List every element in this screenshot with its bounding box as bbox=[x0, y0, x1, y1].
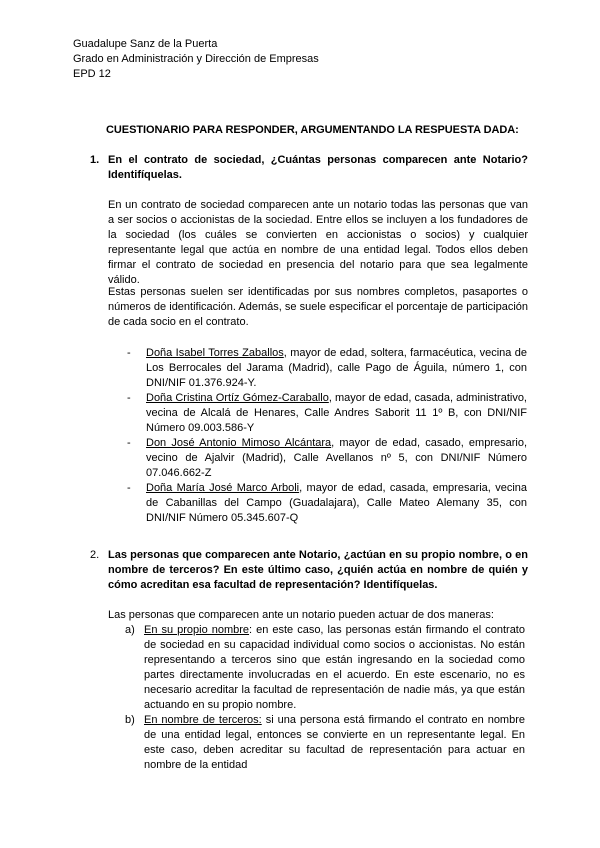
list-marker: b) bbox=[125, 714, 135, 726]
list-dash: - bbox=[127, 482, 131, 494]
way-text: : en este caso, las personas están firmando el contrato de sociedad en su capacidad individual como socios o accionistas. No están representando a terceros sino que están ingresando en la sociedad como partes directamente involucradas en el acuerdo. En este escenario, no es necesario acreditar la facultad de representación de nadie más, ya que están actuando en su propio nombre. bbox=[144, 624, 525, 711]
person-name: Doña Cristina Ortíz Gómez-Caraballo bbox=[146, 392, 329, 404]
representation-ways-list bbox=[125, 623, 525, 773]
person-name: Doña María José Marco Arboli bbox=[146, 482, 300, 494]
question-1-number: 1. bbox=[90, 154, 100, 166]
degree-name: Grado en Administración y Dirección de Empresas bbox=[73, 53, 319, 65]
person-details: , mayor de edad, soltera, farmacéutica, vecina de Los Berrocales del Jarama (Madrid), calle Pago de Águila, número 1, con DNI/NIF 01.376.924-Y. bbox=[146, 347, 527, 389]
persons-list bbox=[127, 346, 527, 526]
list-marker: a) bbox=[125, 624, 135, 636]
question-2 bbox=[90, 548, 528, 593]
person-details: , mayor de edad, casada, administrativo, vecina de Alcalá de Henares, Calle Andres Saborit 11 1º B, con DNI/NIF Número 09.003.586-Y bbox=[146, 392, 527, 434]
question-1-text: En el contrato de sociedad, ¿Cuántas personas comparecen ante Notario? Identifíquelas. bbox=[108, 154, 528, 181]
course-code: EPD 12 bbox=[73, 68, 111, 80]
question-1 bbox=[90, 153, 528, 183]
list-item bbox=[127, 481, 527, 526]
person-name: Don José Antonio Mimoso Alcántara bbox=[146, 437, 332, 449]
list-item bbox=[127, 436, 527, 481]
list-item bbox=[125, 623, 525, 713]
list-dash: - bbox=[127, 392, 131, 404]
way-text: si una persona está firmando el contrato en nombre de una entidad legal, entonces se convierte en un representante legal. En este caso, deben acreditar su facultad de representación para actuar en nombre de la entidad bbox=[144, 714, 525, 771]
answer-1-paragraph-2: Estas personas suelen ser identificadas por sus nombres completos, pasaportes o números de identificación. Además, se suele especificar el porcentaje de participación de cada socio en el contrato. bbox=[108, 286, 528, 328]
list-item bbox=[127, 346, 527, 391]
list-dash: - bbox=[127, 347, 131, 359]
answer-1-paragraph-1: En un contrato de sociedad comparecen ante un notario todas las personas que van a ser socios o accionistas de la sociedad. Entre ellos se incluyen a los fundadores de la sociedad (los cuáles se convierten en accionistas o socios) y cualquier representante legal que actúa en nombre de una entidad legal. Todos ellos deben firmar el contrato de sociedad en presencia del notario para que sea legalmente válido. bbox=[108, 199, 528, 286]
person-name: Doña Isabel Torres Zaballos bbox=[146, 347, 284, 359]
author-name: Guadalupe Sanz de la Puerta bbox=[73, 38, 218, 50]
list-item bbox=[125, 713, 525, 773]
document-header bbox=[73, 37, 319, 82]
question-2-text: Las personas que comparecen ante Notario, ¿actúan en su propio nombre, o en nombre de terceros? En este último caso, ¿quién actúa en nombre de quién y cómo acreditan esa facultad de representación? Identifíquelas. bbox=[108, 549, 528, 591]
person-details: , mayor de edad, casado, empresario, vecino de Ajalvir (Madrid), Calle Avellanos nº 5, con DNI/NIF Número 07.046.662-Z bbox=[146, 437, 528, 479]
questionnaire-title: CUESTIONARIO PARA RESPONDER, ARGUMENTANDO LA RESPUESTA DADA: bbox=[106, 124, 519, 136]
way-term: En su propio nombre bbox=[144, 624, 250, 636]
question-2-number: 2. bbox=[90, 549, 100, 561]
list-item bbox=[127, 391, 527, 436]
list-dash: - bbox=[127, 437, 131, 449]
person-details: , mayor de edad, casada, empresaria, vecina de Cabanillas del Campo (Guadalajara), Calle Mateo Alemany 35, con DNI/NIF Número 05.345.607-Q bbox=[146, 482, 527, 524]
way-term: En nombre de terceros: bbox=[144, 714, 262, 726]
answer-2-intro: Las personas que comparecen ante un notario pueden actuar de dos maneras: bbox=[108, 609, 494, 621]
